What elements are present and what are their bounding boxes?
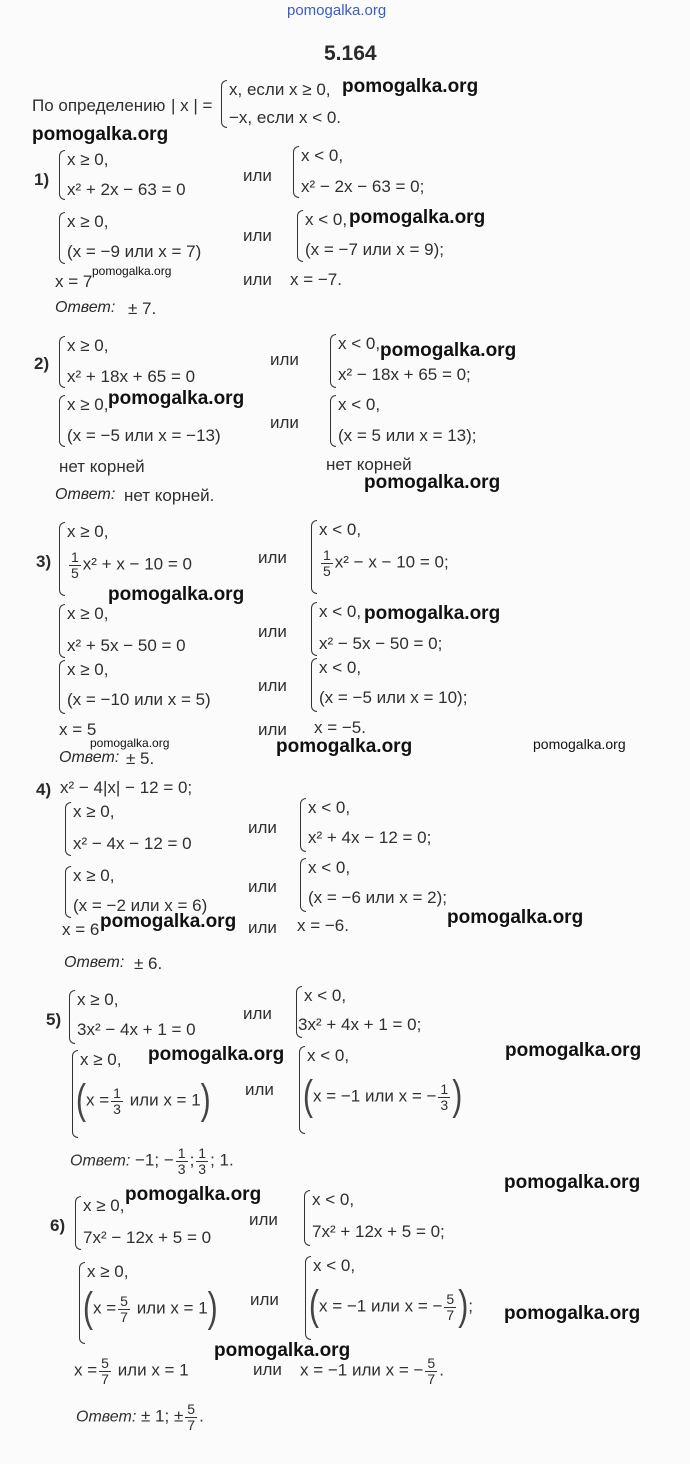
p4-equation: x² − 4|x| − 12 = 0; (60, 778, 193, 797)
p3-condition-neg: x < 0, (319, 602, 362, 621)
or-text: или (258, 622, 287, 641)
brace (59, 604, 65, 658)
p6-roots-neg: (x = −1 или x = − $\frac{5}{7}$ ); (309, 1283, 473, 1330)
p3-roots-neg: (x = −5 или x = 10); (319, 688, 468, 707)
p4-roots-neg: (x = −6 или x = 2); (308, 888, 447, 907)
p3-equation2-neg: x² − 5x − 50 = 0; (319, 634, 443, 653)
p2-equation-neg: x² − 18x + 65 = 0; (338, 365, 471, 384)
or-text: или (243, 226, 272, 245)
problem-5-number: 5) (46, 1010, 62, 1029)
p5-equation-pos: 3x² − 4x + 1 = 0 (77, 1020, 196, 1039)
brace (59, 212, 65, 264)
fraction: $\frac{1}{3}$ (440, 1080, 449, 1113)
p3-roots-pos: (x = −10 или x = 5) (67, 690, 211, 709)
p1-solution-pos: x = 7 (55, 272, 93, 291)
fraction: $\frac{1}{5}$ (323, 547, 331, 579)
fraction: $\frac{1}{3}$ (113, 1084, 121, 1117)
watermark: pomogalka.org (214, 1340, 351, 1361)
fraction: $\frac{5}{7}$ (187, 1401, 196, 1433)
p3-condition-pos: x ≥ 0, (67, 604, 109, 623)
p3-condition-pos: x ≥ 0, (67, 660, 109, 679)
p1-roots-pos: (x = −9 или x = 7) (67, 242, 202, 261)
or-text: или (243, 1004, 272, 1023)
brace (330, 395, 336, 447)
p3-answer: ± 5. (126, 749, 155, 768)
watermark: pomogalka.org (349, 207, 486, 228)
p1-condition-pos: x ≥ 0, (67, 212, 109, 231)
problem-2-number: 2) (34, 354, 50, 373)
p1-solution-neg: x = −7. (290, 270, 342, 289)
p1-condition-neg: x < 0, (305, 210, 348, 229)
brace (311, 520, 317, 594)
p2-condition-neg: x < 0, (338, 395, 381, 414)
p3-equation-pos: $\frac{1}{5}$ x² + x − 10 = 0 (71, 549, 192, 581)
p1-answer: ± 7. (128, 299, 157, 318)
or-text: или (270, 350, 299, 369)
watermark: pomogalka.org (125, 1184, 262, 1205)
problem-6-number: 6) (50, 1216, 66, 1235)
or-text: или (249, 1210, 278, 1229)
or-text: или (258, 676, 287, 695)
p2-condition-neg: x < 0, (338, 334, 381, 353)
brace (59, 522, 65, 596)
watermark: pomogalka.org (505, 1040, 642, 1061)
brace (75, 1196, 81, 1250)
watermark: pomogalka.org (380, 340, 517, 361)
p3-solution-pos: x = 5 (59, 720, 97, 739)
watermark: pomogalka.org (108, 388, 245, 409)
watermark: pomogalka.org (148, 1044, 285, 1065)
problem-number: 5.164 (324, 42, 377, 65)
watermark: pomogalka.org (533, 736, 626, 752)
watermark: pomogalka.org (108, 584, 245, 605)
p5-condition-neg: x < 0, (304, 986, 347, 1005)
brace (59, 150, 65, 200)
or-text: или (243, 270, 272, 289)
problem-4-number: 4) (36, 780, 52, 799)
brace (311, 602, 317, 656)
watermark: pomogalka.org (342, 76, 479, 97)
brace (59, 336, 65, 388)
p4-answer: ± 6. (134, 954, 163, 973)
p6-condition-pos: x ≥ 0, (83, 1196, 125, 1215)
brace (59, 395, 65, 447)
definition-lead: По определению (32, 96, 166, 115)
watermark: pomogalka.org (92, 264, 172, 278)
p2-equation-pos: x² + 18x + 65 = 0 (67, 367, 196, 386)
watermark-top: pomogalka.org (287, 2, 387, 19)
p3-equation-neg: $\frac{1}{5}$ x² − x − 10 = 0; (323, 547, 449, 579)
fraction: $\frac{1}{3}$ (177, 1145, 186, 1177)
brace (221, 80, 227, 128)
p3-condition-neg: x < 0, (319, 520, 362, 539)
or-text: или (258, 548, 287, 567)
brace (297, 210, 303, 262)
p4-solution-pos: x = 6 (62, 920, 100, 939)
watermark: pomogalka.org (364, 472, 501, 493)
fraction: $\frac{5}{7}$ (427, 1355, 436, 1387)
fraction: $\frac{1}{3}$ (198, 1145, 207, 1177)
p5-roots-neg: (x = −1 или x = − $\frac{1}{3}$ ) (303, 1073, 463, 1120)
watermark: pomogalka.org (32, 124, 169, 145)
definition-case1: x, если x ≥ 0, (229, 80, 331, 99)
watermark: pomogalka.org (90, 736, 170, 750)
brace (65, 802, 71, 856)
p2-no-roots: нет корней (59, 457, 145, 476)
definition-case2: −x, если x < 0. (229, 108, 342, 127)
p1-roots-neg: (x = −7 или x = 9); (305, 240, 444, 259)
or-text: или (248, 918, 277, 937)
p3-equation2-pos: x² + 5x − 50 = 0 (67, 636, 186, 655)
p6-equation-neg: 7x² + 12x + 5 = 0; (312, 1222, 445, 1241)
p5-answer: Ответ: −1; − $\frac{1}{3}$ ; $\frac{1}{3}$ ; 1. (70, 1145, 234, 1177)
p6-solution-neg: x = −1 или x = − $\frac{5}{7}$ . (300, 1355, 444, 1387)
p4-condition-neg: x < 0, (308, 858, 351, 877)
p6-condition-pos: x ≥ 0, (87, 1262, 129, 1281)
problem-3-number: 3) (36, 552, 52, 571)
p3-condition-neg: x < 0, (319, 658, 362, 677)
watermark: pomogalka.org (504, 1172, 641, 1193)
p2-roots-pos: (x = −5 или x = −13) (67, 426, 221, 445)
watermark: pomogalka.org (447, 907, 584, 928)
brace (65, 866, 71, 918)
p4-equation-neg: x² + 4x − 12 = 0; (308, 828, 432, 847)
watermark: pomogalka.org (100, 911, 237, 932)
watermark: pomogalka.org (504, 1303, 641, 1324)
problem-1-number: 1) (34, 170, 50, 189)
p4-solution-neg: x = −6. (297, 916, 349, 935)
p4-condition-pos: x ≥ 0, (73, 802, 115, 821)
brace (69, 990, 75, 1044)
p6-roots-pos: (x = $\frac{5}{7}$ или x = 1) (83, 1285, 218, 1332)
brace (330, 334, 336, 388)
p3-condition-pos: x ≥ 0, (67, 522, 109, 541)
p6-solution-pos: x = $\frac{5}{7}$ или x = 1 (74, 1355, 189, 1387)
p1-equation-pos: x² + 2x − 63 = 0 (67, 180, 186, 199)
p6-condition-neg: x < 0, (312, 1190, 355, 1209)
or-text: или (253, 1360, 282, 1379)
p2-condition-pos: x ≥ 0, (67, 336, 109, 355)
or-text: или (270, 413, 299, 432)
p3-solution-neg: x = −5. (314, 718, 366, 737)
answer-label: Ответ: (59, 749, 120, 766)
or-text: или (250, 1290, 279, 1309)
p5-condition-pos: x ≥ 0, (80, 1050, 122, 1069)
or-text: или (248, 877, 277, 896)
definition-abs: | x | = (171, 96, 213, 115)
fraction: $\frac{5}{7}$ (446, 1290, 455, 1323)
fraction: $\frac{5}{7}$ (101, 1355, 109, 1387)
p2-roots-neg: (x = 5 или x = 13); (338, 426, 477, 445)
p6-equation-pos: 7x² − 12x + 5 = 0 (83, 1228, 212, 1247)
or-text: или (243, 166, 272, 185)
brace (300, 798, 306, 852)
p5-condition-neg: x < 0, (307, 1046, 350, 1065)
or-text: или (248, 818, 277, 837)
p4-roots-pos: (x = −2 или x = 6) (73, 896, 208, 915)
p2-condition-pos: x ≥ 0, (67, 395, 109, 414)
p1-condition-pos: x ≥ 0, (67, 150, 109, 169)
p5-equation-neg: 3x² + 4x + 1 = 0; (298, 1015, 422, 1034)
p1-equation-neg: x² − 2x − 63 = 0; (301, 177, 425, 196)
fraction: $\frac{1}{5}$ (71, 549, 79, 581)
answer-label: Ответ: (55, 299, 116, 316)
p2-no-roots: нет корней (326, 455, 412, 474)
brace (300, 858, 306, 912)
p5-roots-pos: (x = $\frac{1}{3}$ или x = 1) (76, 1077, 211, 1124)
brace (59, 660, 65, 714)
watermark: pomogalka.org (364, 603, 501, 624)
answer-label: Ответ: (55, 486, 116, 503)
brace (311, 658, 317, 712)
watermark: pomogalka.org (276, 736, 413, 757)
p1-condition-neg: x < 0, (301, 146, 344, 165)
p2-answer: нет корней. (124, 486, 215, 505)
p5-condition-pos: x ≥ 0, (77, 990, 119, 1009)
brace (304, 1190, 310, 1246)
or-text: или (258, 720, 287, 739)
answer-label: Ответ: (64, 954, 125, 971)
p4-equation-pos: x² − 4x − 12 = 0 (73, 834, 192, 853)
or-text: или (245, 1080, 274, 1099)
p4-condition-pos: x ≥ 0, (73, 866, 115, 885)
fraction: $\frac{5}{7}$ (120, 1292, 128, 1325)
p4-condition-neg: x < 0, (308, 798, 351, 817)
p6-condition-neg: x < 0, (313, 1256, 356, 1275)
brace (293, 146, 299, 198)
p6-answer: Ответ: ± 1; ± $\frac{5}{7}$ . (76, 1401, 204, 1433)
